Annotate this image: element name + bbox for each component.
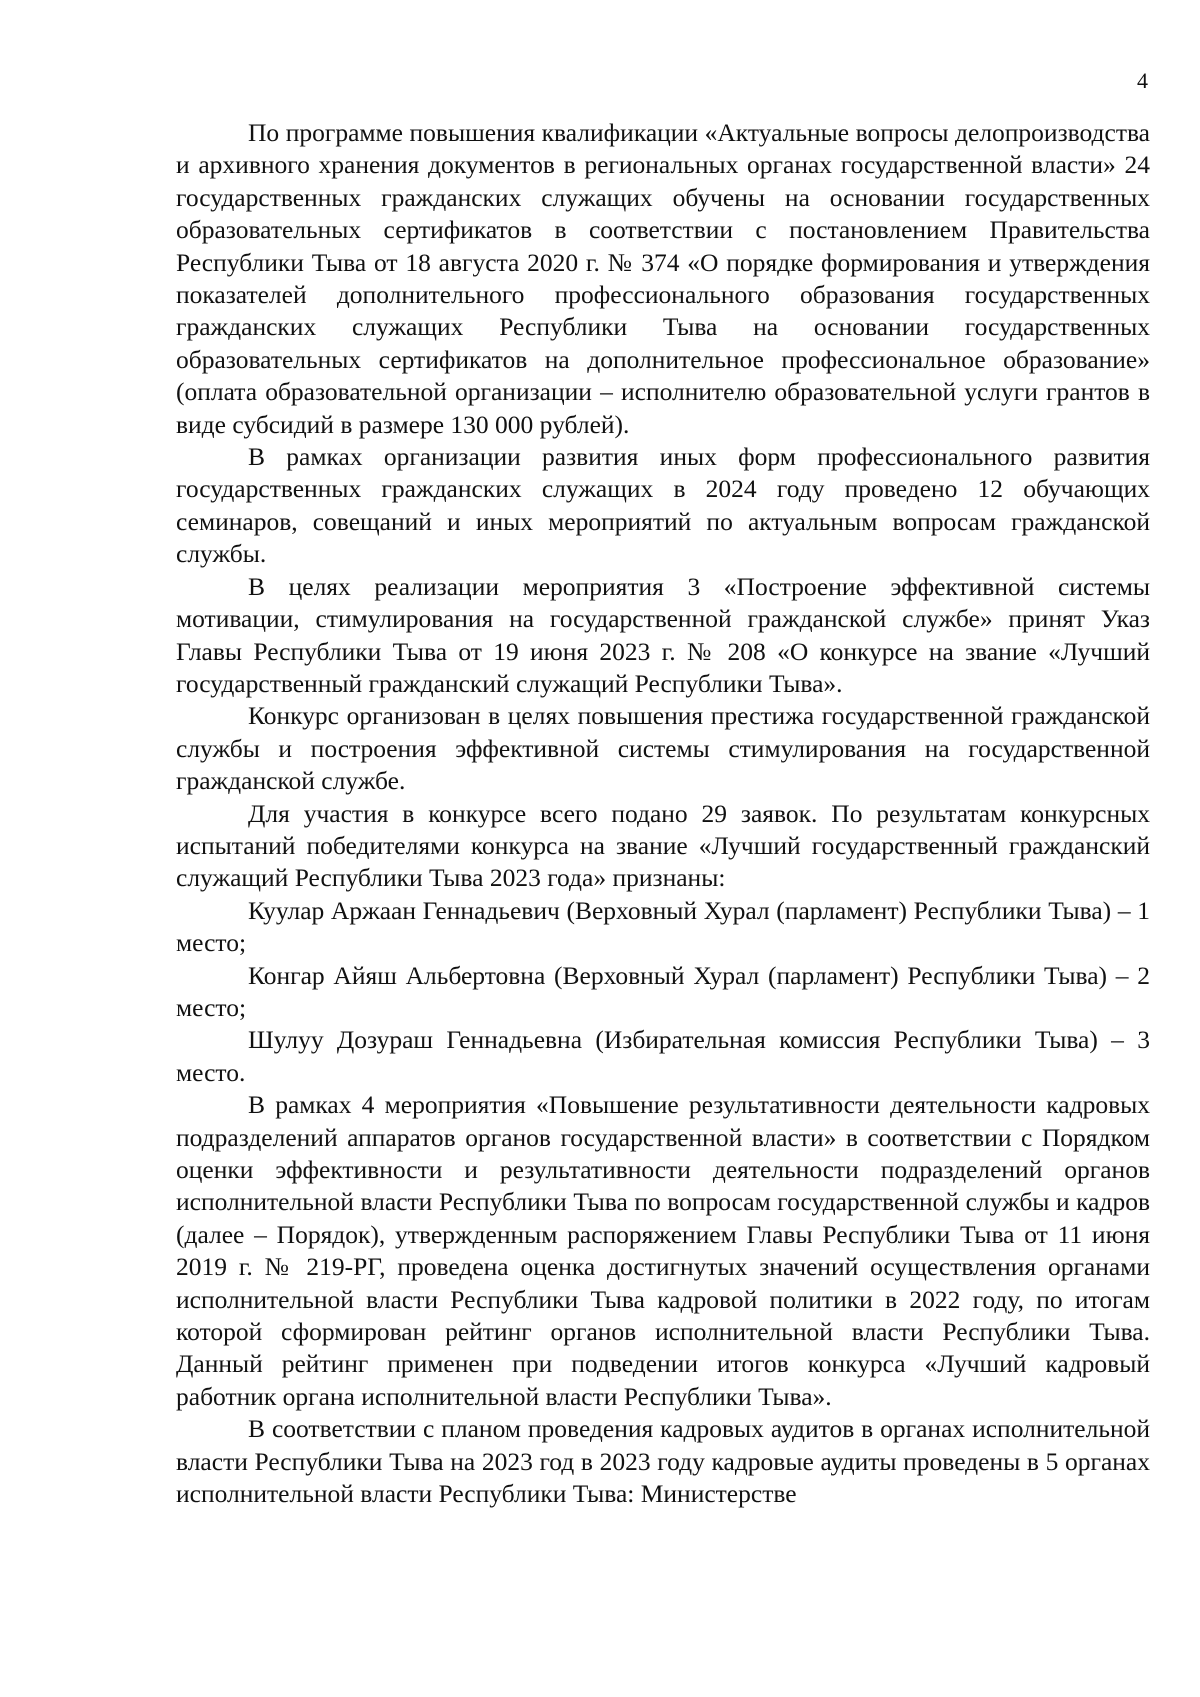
paragraph-hr-audits: В соответствии с планом проведения кадровых аудитов в органах исполнительной власти Республики Тыва на 2023 год в 2023 году кадровые аудиты проведены в 5 органах исполнительной власти Республики Тыва: Министерстве [176, 1414, 1150, 1509]
document-body [176, 117, 1150, 1510]
paragraph-contest-results: Для участия в конкурсе всего подано 29 заявок. По результатам конкурсных испытаний победителями конкурса на звание «Лучший государственный гражданский служащий Республики Тыва 2023 года» признаны: [176, 798, 1150, 893]
paragraph-seminars: В рамках организации развития иных форм профессионального развития государственных гражданских служащих в 2024 году проведено 12 обучающих семинаров, совещаний и иных мероприятий по актуальным вопросам гражданской службы. [176, 442, 1150, 569]
page-number: 4 [1137, 68, 1148, 93]
paragraph-motivation-decree: В целях реализации мероприятия 3 «Построение эффективной системы мотивации, стимулирования на государственной гражданской службе» принят Указ Главы Республики Тыва от 19 июня 2023 г. № 208 «О конкурсе на звание «Лучший государственный гражданский служащий Республики Тыва». [176, 571, 1150, 698]
paragraph-qualification-program: По программе повышения квалификации «Актуальные вопросы делопроизводства и архивного хранения документов в региональных органах государственной власти» 24 государственных гражданских служащих обучены на основании государственных образовательных сертификатов в соответствии с постановлением Правительства Республики Тыва от 18 августа 2020 г. № 374 «О порядке формирования и утверждения показателей дополнительного профессионального образования государственных гражданских служащих Республики Тыва на основании государственных образовательных сертификатов на дополнительное профессиональное образование» (оплата образовательной организации – исполнителю образовательной услуги грантов в виде субсидий в размере 130 000 рублей). [176, 118, 1150, 439]
winner-first-place: Куулар Аржаан Геннадьевич (Верховный Хурал (парламент) Республики Тыва) – 1 место; [176, 895, 1150, 958]
winner-second-place: Конгар Айяш Альбертовна (Верховный Хурал (парламент) Республики Тыва) – 2 место; [176, 960, 1150, 1022]
paragraph-contest-purpose: Конкурс организован в целях повышения престижа государственной гражданской службы и построения эффективной системы стимулирования на государственной гражданской службе. [176, 701, 1150, 796]
winner-third-place: Шулуу Дозураш Геннадьевна (Избирательная комиссия Республики Тыва) – 3 место. [176, 1025, 1150, 1087]
paragraph-hr-efficiency: В рамках 4 мероприятия «Повышение результативности деятельности кадровых подразделений аппаратов органов государственной власти» в соответствии с Порядком оценки эффективности и результативности деятельности подразделений органов исполнительной власти Республики Тыва по вопросам государственной службы и кадров (далее – Порядок), утвержденным распоряжением Главы Республики Тыва от 11 июня 2019 г. № 219-РГ, проведена оценка достигнутых значений осуществления органами исполнительной власти Республики Тыва кадровой политики в 2022 году, по итогам которой сформирован рейтинг органов исполнительной власти Республики Тыва. Данный рейтинг применен при подведении итогов конкурса «Лучший кадровый работник органа исполнительной власти Республики Тыва». [176, 1090, 1150, 1411]
